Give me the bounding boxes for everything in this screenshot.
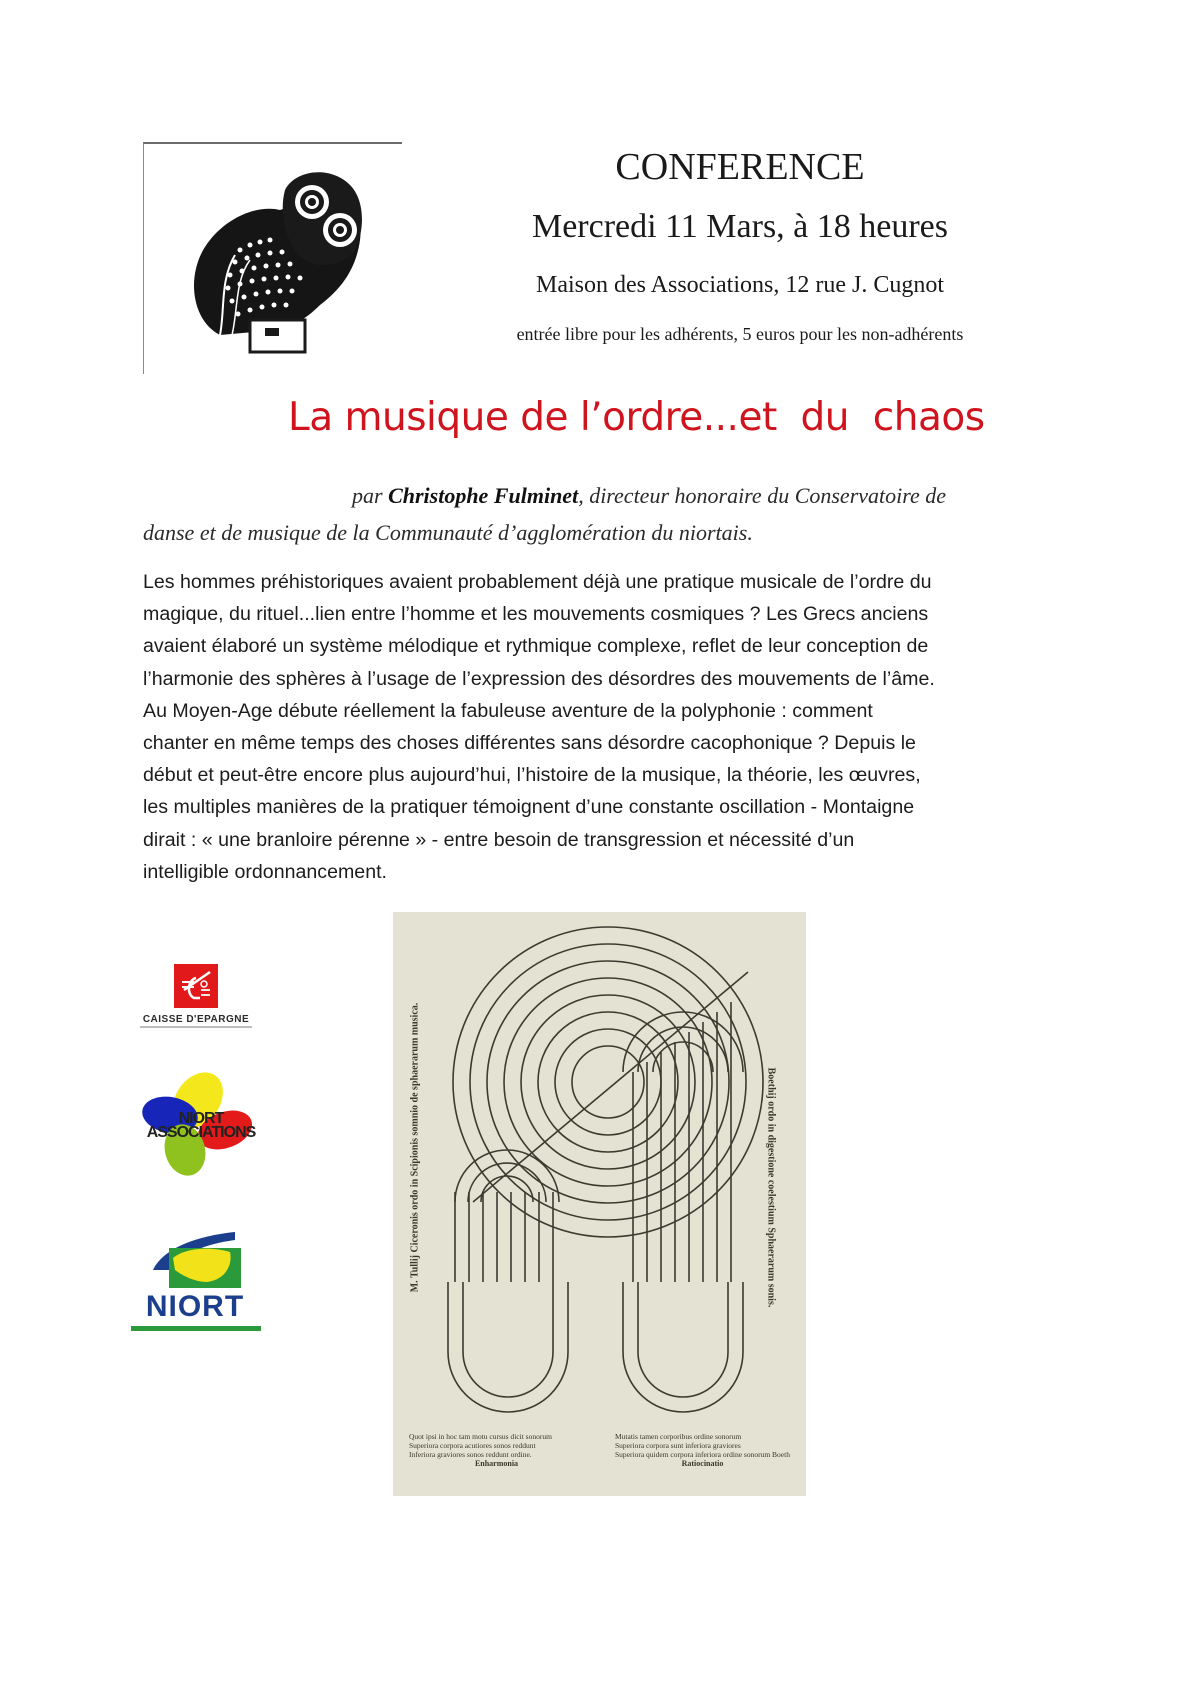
talk-title: La musique de l’ordre...et du chaos (288, 395, 985, 440)
description-line: l’harmonie des sphères à l’usage de l’expression des désordres des mouvements de l’âme. (143, 667, 935, 690)
event-type: CONFERENCE (615, 146, 865, 188)
event-admission: entrée libre pour les adhérents, 5 euros pour les non-adhérents (516, 324, 964, 344)
description-line: chanter en même temps des choses différentes sans désordre cacophonique ? Depuis le (143, 732, 916, 755)
speaker-line (352, 483, 946, 509)
caisse-epargne-logo (140, 964, 252, 1036)
talk-description (143, 566, 1063, 888)
niort-underline (131, 1326, 261, 1331)
harmony-of-spheres-diagram (393, 912, 806, 1496)
diagram-caption-left: M. Tullij Ciceronis ordo in Scipionis somnio de sphaerarum musica. (409, 1002, 421, 1293)
description-line: début et peut-être encore plus aujourd’hui, l’histoire de la musique, la théorie, les œuvres, (143, 764, 921, 787)
description-line: les multiples manières de la pratiquer témoignent d’une constante oscillation - Montaigne (143, 796, 915, 819)
event-date: Mercredi 11 Mars, à 18 heures (531, 208, 949, 245)
description-line: magique, du rituel...lien entre l’homme et les mouvements cosmiques ? Les Grecs anciens (143, 603, 929, 626)
niort-city-logo (125, 1230, 265, 1330)
niort-associations-label: NIORT ASSOCIATIONS (146, 1110, 256, 1141)
diagram-footnote-left: Quot ipsi in hoc tam motu cursus dicit sonorum Superiora corpora acutiores sonos reddunt Inferiora graviores sonos reddunt ordine. Enharmonia (409, 1432, 552, 1468)
description-line: Les hommes préhistoriques avaient probablement déjà une pratique musicale de l’ordre du (143, 571, 932, 593)
diagram-caption-right: Boethij ordo in digestione coelestium Sphaerarum sonis. (765, 1067, 777, 1308)
niort-associations-logo (140, 1070, 260, 1180)
event-location: Maison des Associations, 12 rue J. Cugnot (536, 272, 944, 298)
description-line: Au Moyen-Age débute réellement la fabuleuse aventure de la polyphonie : comment (143, 699, 873, 722)
description-line: avaient élaboré un système mélodique et rythmique complexe, reflet de leur conception de (143, 635, 929, 658)
niort-label: NIORT (145, 1290, 245, 1323)
speaker-name: Christophe Fulminet (388, 483, 579, 508)
description-line: dirait : « une branloire pérenne » - entre besoin de transgression et nécessité d’un (143, 828, 855, 851)
speaker-role: , directeur honoraire du Conservatoire de (578, 483, 947, 508)
owl-icon (180, 160, 370, 355)
speaker-role-continued: danse et de musique de la Communauté d’agglomération du niortais. (143, 520, 753, 545)
by-prefix: par (352, 483, 389, 508)
diagram-footnote-right: Mutatis tamen corporibus ordine sonorum Superiora corpora sunt inferiora graviores Superiora quidem corpora inferiora ordine sonorum Boeth Ratiocinatio (615, 1432, 790, 1468)
squirrel-euro-icon (174, 964, 218, 1008)
caisse-epargne-label: CAISSE D'EPARGNE (140, 1014, 252, 1028)
description-line: intelligible ordonnancement. (143, 860, 387, 883)
